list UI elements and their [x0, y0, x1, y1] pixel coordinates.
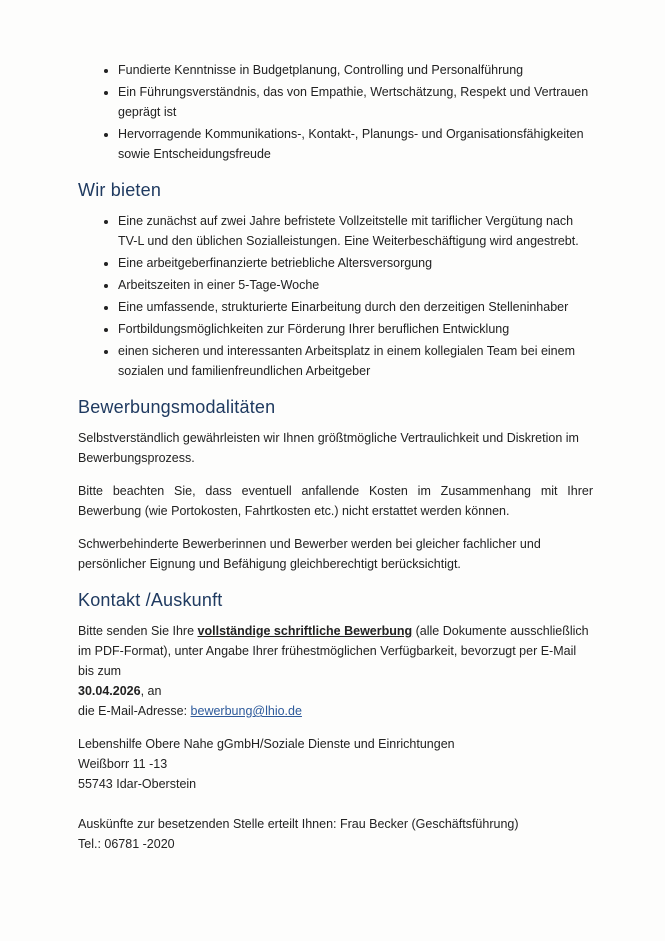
address-line-street: Weißborr 11 -13 — [78, 757, 168, 771]
deadline-date: 30.04.2026 — [78, 684, 141, 698]
list-item: • Hervorragende Kommunikations-, Kontakt-, Planungs- und Organisationsfähigkeiten sowie Entscheidungsfreude — [118, 124, 593, 164]
list-item: • Eine zunächst auf zwei Jahre befristete Vollzeitstelle mit tariflicher Vergütung nach TV-L und den üblichen Sozialleistungen. Eine Weiterbeschäftigung wird angestrebt. — [118, 211, 593, 251]
benefits-bullet-list — [78, 211, 593, 381]
text-run: , an — [140, 684, 162, 698]
list-item: • Fundierte Kenntnisse in Budgetplanung, Controlling und Personalführung — [118, 60, 593, 80]
emphasis-complete-application: vollständige schriftliche Bewerbung — [197, 624, 413, 638]
list-item: • Eine umfassende, strukturierte Einarbeitung durch den derzeitigen Stelleninhaber — [118, 297, 593, 317]
list-item: • Fortbildungsmöglichkeiten zur Förderung Ihrer beruflichen Entwicklung — [118, 319, 593, 339]
list-item: • Arbeitszeiten in einer 5-Tage-Woche — [118, 275, 593, 295]
requirements-bullet-list — [78, 60, 593, 164]
paragraph-disability: Schwerbehinderte Bewerberinnen und Bewerber werden bei gleicher fachlicher und persönlicher Eignung und Befähigung gleichberechtigt berücksichtigt. — [78, 537, 541, 571]
text-run: Bitte senden Sie Ihre — [78, 624, 198, 638]
contact-person-line: Auskünfte zur besetzenden Stelle erteilt Ihnen: Frau Becker (Geschäftsführung) — [78, 817, 519, 831]
section-heading-bewerbungsmodalitaeten: Bewerbungsmodalitäten — [78, 397, 276, 417]
list-item: • einen sicheren und interessanten Arbeitsplatz in einem kollegialen Team bei einem sozialen und familienfreundlichen Arbeitgeber — [118, 341, 593, 381]
contact-phone-line: Tel.: 06781 -2020 — [78, 837, 175, 851]
section-heading-wir-bieten: Wir bieten — [78, 180, 162, 200]
paragraph-costs: Bitte beachten Sie, dass eventuell anfallende Kosten im Zusammenhang mit Ihrer Bewerbung (wie Portokosten, Fahrtkosten etc.) nicht erstattet werden können. — [78, 484, 593, 518]
section-heading-kontakt: Kontakt /Auskunft — [78, 590, 223, 610]
address-line-company: Lebenshilfe Obere Nahe gGmbH/Soziale Dienste und Einrichtungen — [78, 737, 455, 751]
document-content — [78, 60, 593, 854]
contact-info-block — [78, 814, 593, 854]
list-item: • Eine arbeitgeberfinanzierte betriebliche Altersversorgung — [118, 253, 593, 273]
company-address-block — [78, 734, 593, 794]
text-run: (alle Dokumente ausschließlich im PDF-Format), unter Angabe Ihrer frühestmöglichen Verfügbarkeit, bevorzugt per E-Mail bis zum — [78, 624, 589, 678]
paragraph-confidentiality: Selbstverständlich gewährleisten wir Ihnen größtmögliche Vertraulichkeit und Diskretion im Bewerbungsprozess. — [78, 431, 579, 465]
address-line-city: 55743 Idar-Oberstein — [78, 777, 197, 791]
email-link[interactable]: bewerbung@lhio.de — [190, 704, 302, 718]
paragraph-application-instructions — [78, 621, 593, 721]
email-label: die E-Mail-Adresse: — [78, 704, 191, 718]
list-item: • Ein Führungsverständnis, das von Empathie, Wertschätzung, Respekt und Vertrauen geprägt ist — [118, 82, 593, 122]
